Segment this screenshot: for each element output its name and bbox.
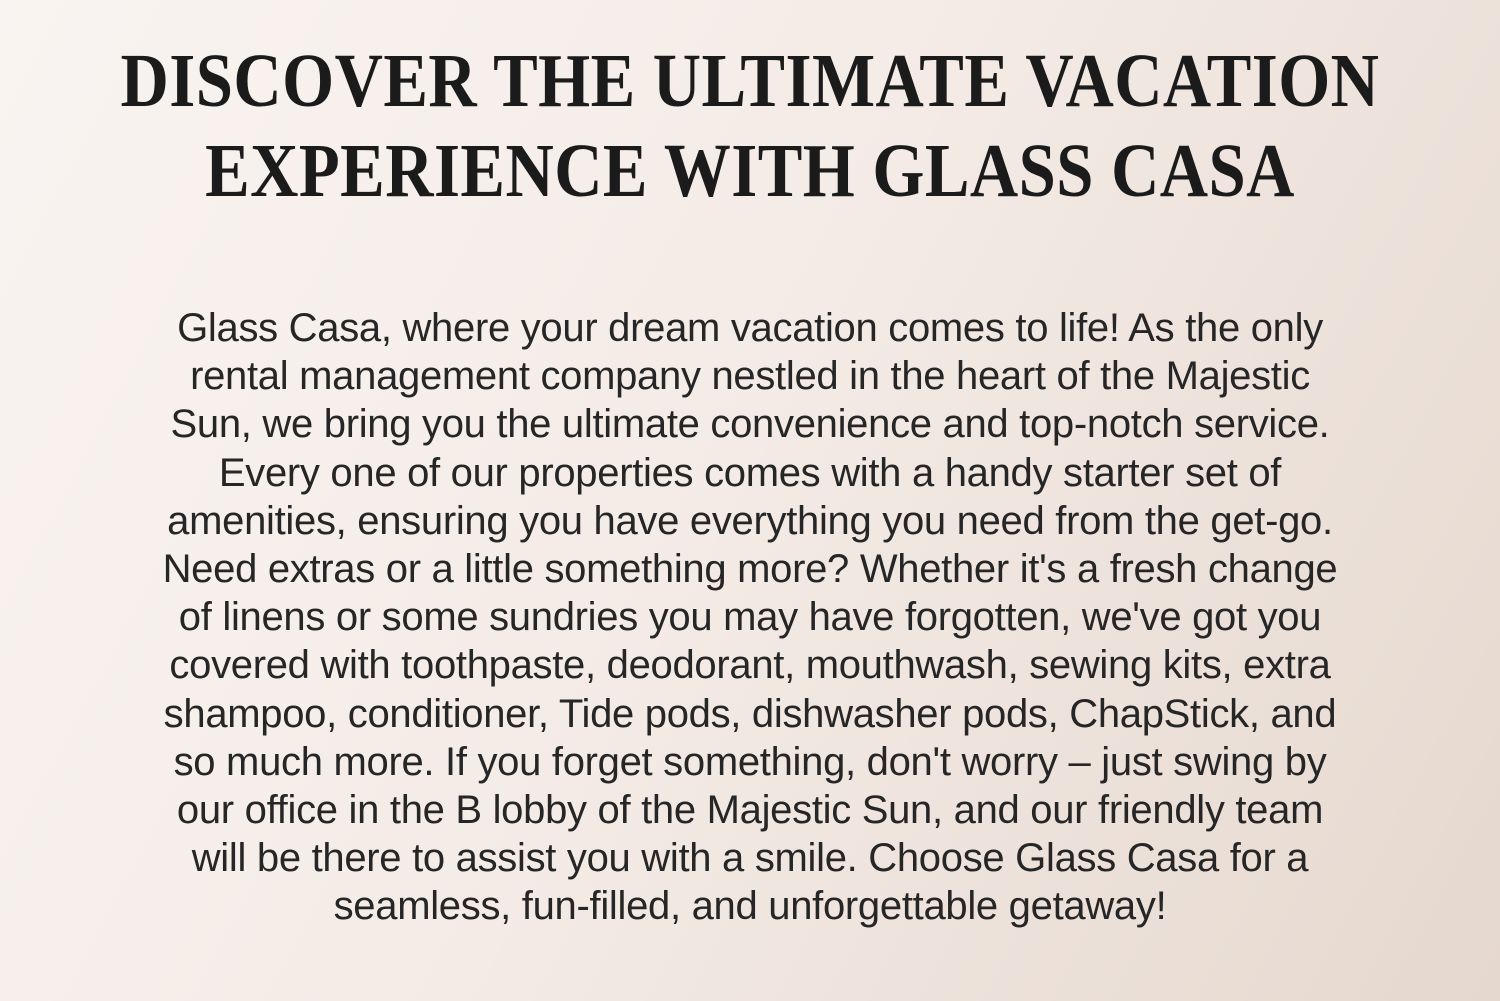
paragraph-line: amenities, ensuring you have everything you need from the get-go.: [167, 498, 1333, 543]
paragraph-line: seamless, fun-filled, and unforgettable getaway!: [333, 884, 1167, 929]
paragraph-line: will be there to assist you with a smile. Choose Glass Casa for a: [191, 836, 1309, 881]
paragraph-line: so much more. If you forget something, don't worry – just swing by: [173, 739, 1327, 784]
paragraph-line: of linens or some sundries you may have forgotten, we've got you: [178, 595, 1322, 640]
page-title-line-1: DISCOVER THE ULTIMATE VACATION: [120, 39, 1380, 123]
paragraph-line: Sun, we bring you the ultimate convenience and top-notch service.: [170, 402, 1330, 447]
intro-paragraph: [0, 304, 1500, 931]
paragraph-line: covered with toothpaste, deodorant, mouthwash, sewing kits, extra: [169, 643, 1331, 688]
page-title-line-2: EXPERIENCE WITH GLASS CASA: [205, 129, 1295, 213]
paragraph-line: our office in the B lobby of the Majestic Sun, and our friendly team: [176, 788, 1324, 833]
paragraph-line: Need extras or a little something more? Whether it's a fresh change: [162, 547, 1338, 592]
page-title: [90, 36, 1410, 216]
paragraph-line: rental management company nestled in the heart of the Majestic: [190, 354, 1310, 399]
paragraph-line: shampoo, conditioner, Tide pods, dishwasher pods, ChapStick, and: [163, 691, 1337, 736]
paragraph-line: Every one of our properties comes with a handy starter set of: [218, 450, 1282, 495]
paragraph-line: Glass Casa, where your dream vacation comes to life! As the only: [177, 306, 1323, 350]
